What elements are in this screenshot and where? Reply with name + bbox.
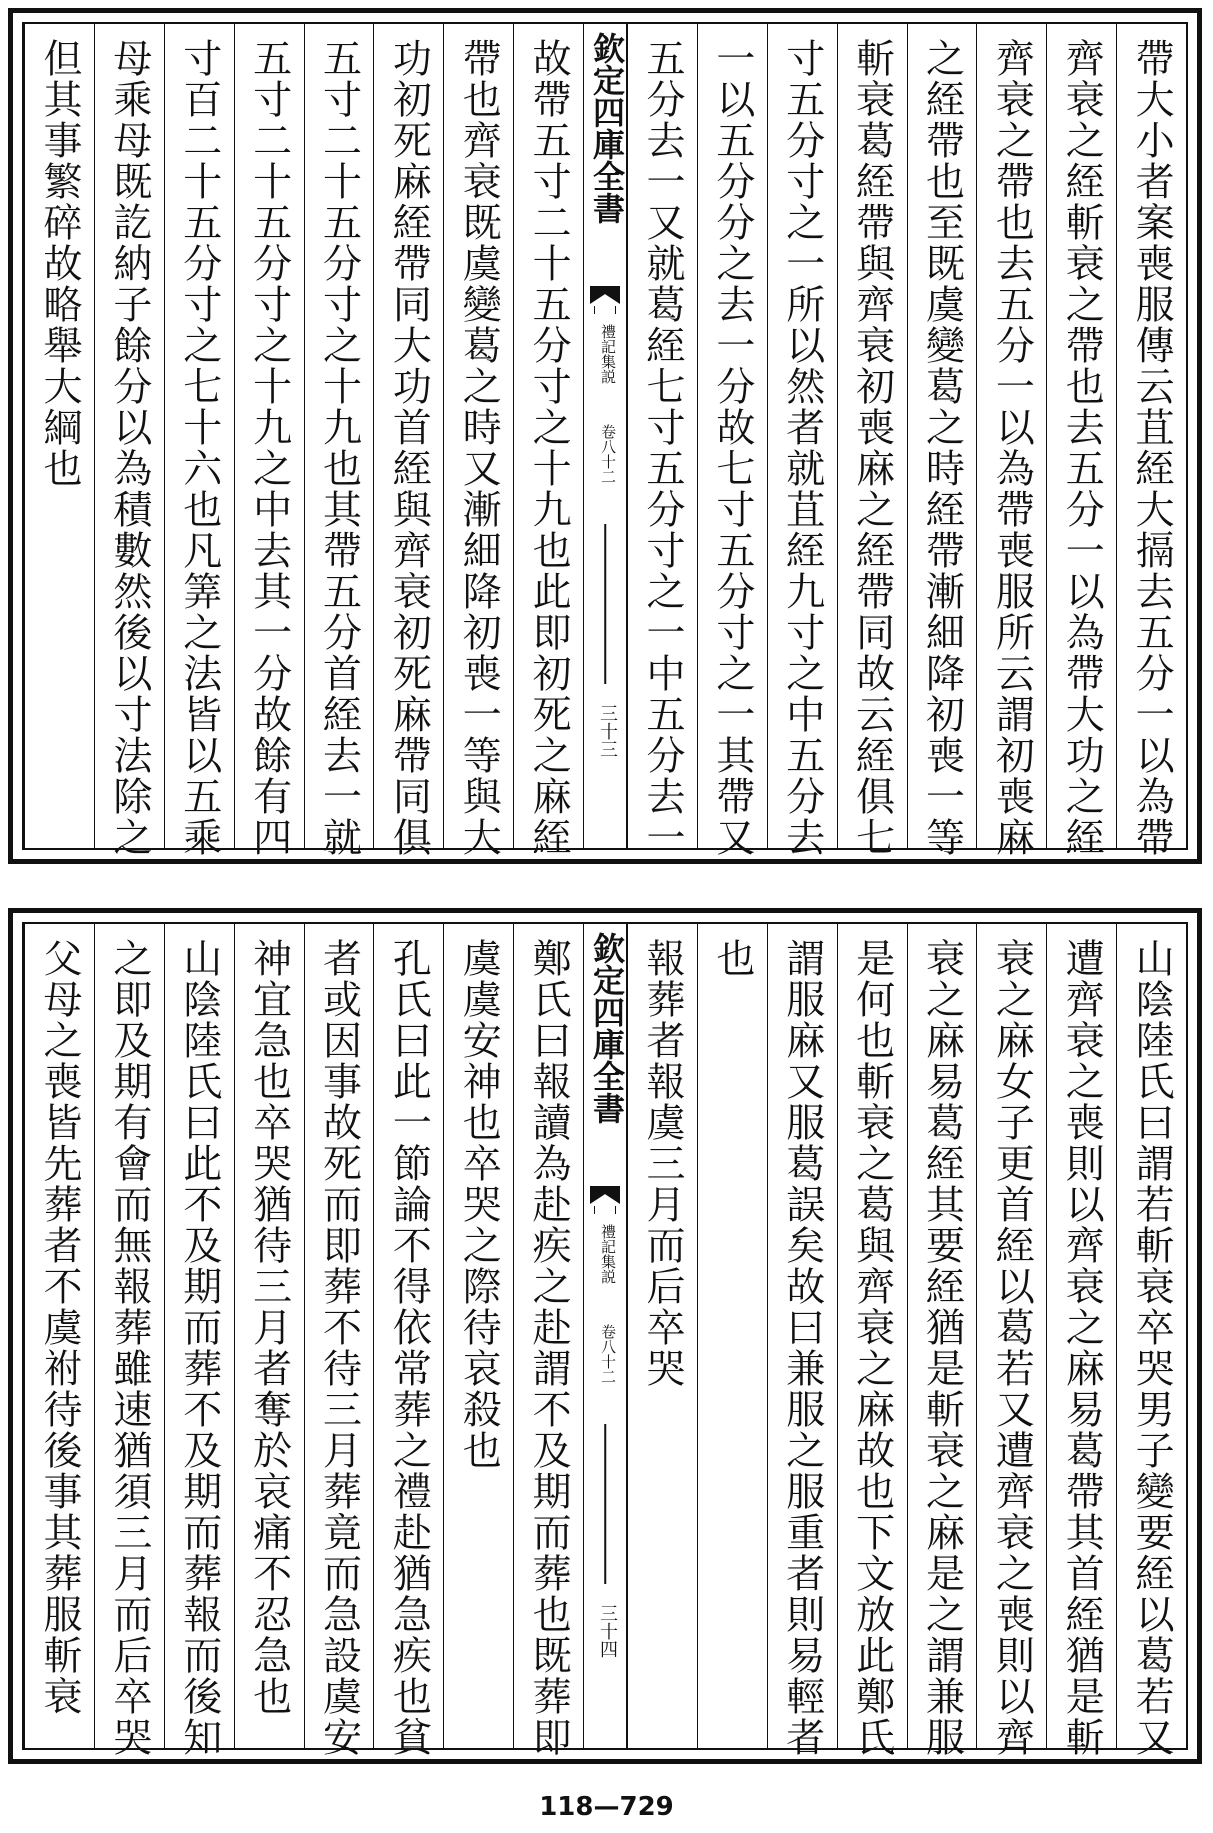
text-column xyxy=(443,924,513,1748)
top-page-center-gutter xyxy=(583,24,627,848)
top-page xyxy=(8,8,1202,864)
text-column xyxy=(513,24,583,858)
fish-tail-bracket xyxy=(594,306,616,314)
column-text: 神宜急也卒哭猶待三月者奪於哀痛不忍急也 xyxy=(246,938,292,1717)
column-text: 功初死麻絰帶同大功首絰與齊衰初死麻帶同俱 xyxy=(386,38,432,858)
text-column xyxy=(234,24,304,858)
text-column xyxy=(24,924,94,1748)
fish-tail-mark xyxy=(590,286,620,304)
column-text: 五分去一又就葛絰七寸五分寸之一中五分去一 xyxy=(639,38,685,858)
text-column xyxy=(907,24,977,858)
column-text: 故帶五寸二十五分寸之十九也此即初死之麻絰 xyxy=(526,38,572,858)
column-text: 帶大小者案喪服傳云苴絰大搹去五分一以為帶 xyxy=(1129,38,1175,858)
gutter-title: 欽定四庫全書 xyxy=(588,932,626,1124)
text-column xyxy=(94,24,164,858)
text-column xyxy=(837,24,907,858)
bottom-page-center-gutter xyxy=(583,924,627,1748)
column-text: 衰之麻女子更首絰以葛若又遭齊衰之喪則以齊 xyxy=(989,938,1035,1758)
page-number: 118—729 xyxy=(539,1792,674,1822)
text-column xyxy=(373,924,443,1758)
text-column xyxy=(907,924,977,1758)
column-text: 是何也斬衰之葛與齊衰之麻故也下文放此鄭氏 xyxy=(849,938,895,1758)
gutter-page-marker: 三十四 xyxy=(597,1604,618,1658)
text-column xyxy=(767,24,837,858)
gutter-volume: 卷八十二 xyxy=(599,1324,617,1384)
gutter-rule xyxy=(604,524,606,684)
column-text: 帶也齊衰既虞變葛之時又漸細降初喪一等與大 xyxy=(456,38,502,858)
fish-tail-mark xyxy=(590,1186,620,1204)
text-column xyxy=(24,24,94,848)
text-column xyxy=(234,924,304,1748)
column-text: 齊衰之帶也去五分一以為帶喪服所云謂初喪麻 xyxy=(989,38,1035,858)
text-column xyxy=(627,24,697,858)
text-column xyxy=(767,924,837,1758)
column-text: 之絰帶也至既虞變葛之時絰帶漸細降初喪一等 xyxy=(919,38,965,858)
column-text: 寸百二十五分寸之七十六也凡筭之法皆以五乘 xyxy=(176,38,222,858)
text-column xyxy=(1046,24,1116,858)
gutter-page-marker: 三十三 xyxy=(597,704,618,758)
column-text: 也 xyxy=(709,938,755,979)
column-text: 齊衰之絰斬衰之帶也去五分一以為帶大功之絰 xyxy=(1059,38,1105,858)
text-column xyxy=(1046,924,1116,1758)
column-text: 孔氏曰此一節論不得依常葬之禮赴猶急疾也貧 xyxy=(386,938,432,1758)
fish-tail-bracket xyxy=(594,1206,616,1214)
text-column xyxy=(976,24,1046,858)
column-text: 山陰陸氏曰謂若斬衰卒哭男子變要絰以葛若又 xyxy=(1129,938,1175,1758)
column-text: 者或因事故死而即葬不待三月葬竟而急設虞安 xyxy=(316,938,362,1758)
column-text: 一以五分分之去一分故七寸五分寸之一其帶又 xyxy=(709,38,755,858)
column-text: 之即及期有會而無報葬雖速猶須三月而后卒哭 xyxy=(106,938,152,1758)
text-column xyxy=(164,24,234,858)
column-text: 虞虞安神也卒哭之際待哀殺也 xyxy=(456,938,502,1471)
text-column xyxy=(1116,924,1186,1758)
top-page-frame xyxy=(22,22,1188,858)
column-text: 山陰陸氏曰此不及期而葬不及期而葬報而後知 xyxy=(176,938,222,1758)
column-text: 謂服麻又服葛誤矣故曰兼服之服重者則易輕者 xyxy=(779,938,825,1758)
column-text: 母乘母既訖納子餘分以為積數然後以寸法除之 xyxy=(106,38,152,858)
column-text: 五寸二十五分寸之十九之中去其一分故餘有四 xyxy=(246,38,292,858)
bottom-page-frame xyxy=(22,922,1188,1758)
text-column xyxy=(837,924,907,1758)
text-column xyxy=(513,924,583,1758)
gutter-rule xyxy=(604,1424,606,1584)
text-column xyxy=(373,24,443,858)
text-column xyxy=(164,924,234,1758)
gutter-volume: 卷八十二 xyxy=(599,424,617,484)
column-text: 鄭氏曰報讀為赴疾之赴謂不及期而葬也既葬即 xyxy=(526,938,572,1758)
text-column xyxy=(697,924,767,1748)
text-column xyxy=(443,24,513,858)
column-text: 父母之喪皆先葬者不虞祔待後事其葬服斬衰 xyxy=(36,938,82,1717)
column-text: 寸五分寸之一所以然者就苴絰九寸之中五分去 xyxy=(779,38,825,858)
column-text: 遭齊衰之喪則以齊衰之麻易葛帶其首絰猶是斬 xyxy=(1059,938,1105,1758)
column-text: 報葬者報虞三月而后卒哭 xyxy=(639,938,685,1389)
gutter-title: 欽定四庫全書 xyxy=(588,32,626,224)
gutter-book-title: 禮記集説 xyxy=(599,1224,617,1284)
column-text: 斬衰葛絰帶與齊衰初喪麻之絰帶同故云絰俱七 xyxy=(849,38,895,858)
text-column xyxy=(304,924,374,1758)
column-text: 五寸二十五分寸之十九也其帶五分首絰去一就 xyxy=(316,38,362,858)
text-column xyxy=(94,924,164,1758)
gutter-book-title: 禮記集説 xyxy=(599,324,617,384)
text-column xyxy=(304,24,374,858)
text-column xyxy=(1116,24,1186,858)
text-column xyxy=(627,924,697,1748)
bottom-page xyxy=(8,908,1202,1764)
column-text: 衰之麻易葛絰其要絰猶是斬衰之麻是之謂兼服 xyxy=(919,938,965,1758)
text-column xyxy=(976,924,1046,1758)
text-column xyxy=(697,24,767,858)
column-text: 但其事繁碎故略舉大綱也 xyxy=(36,38,82,489)
